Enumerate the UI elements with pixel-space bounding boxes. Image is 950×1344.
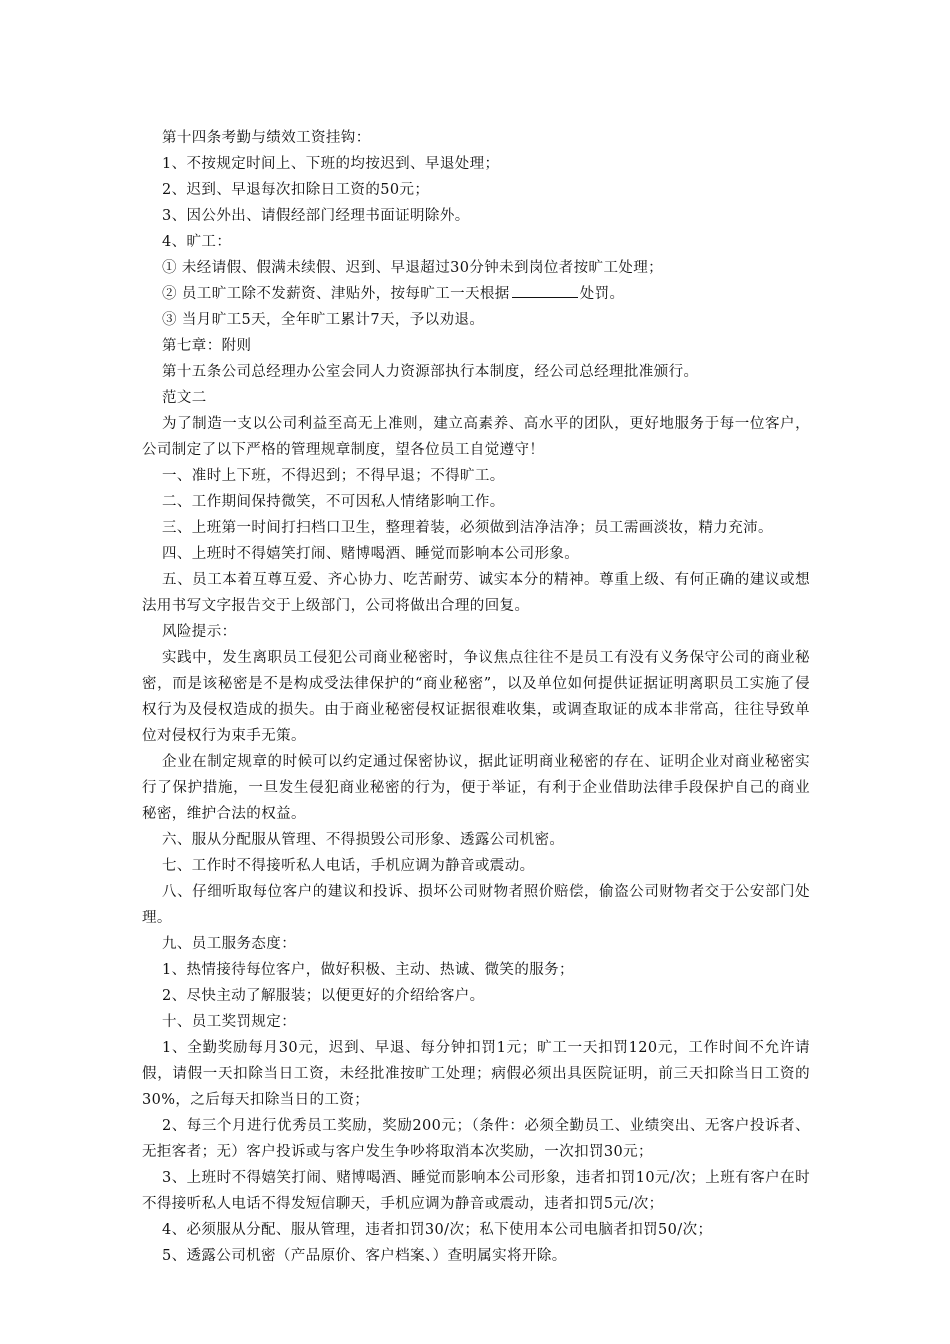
- section-heading: 风险提示：: [162, 624, 237, 640]
- section-heading: 范文二: [162, 390, 207, 406]
- paragraph: 第十四条考勤与绩效工资挂钩：: [162, 130, 371, 146]
- paragraph: 四、上班时不得嬉笑打闹、赌博喝酒、睡觉而影响本公司形象。: [162, 546, 580, 562]
- paragraph: 六、服从分配服从管理、不得损毁公司形象、透露公司机密。: [162, 832, 565, 848]
- document-page: [142, 125, 810, 1269]
- paragraph: 4、必须服从分配、服从管理，违者扣罚30/次；私下使用本公司电脑者扣罚50/次；: [162, 1222, 713, 1238]
- paragraph-with-blank: [142, 281, 810, 307]
- fill-in-blank: [512, 283, 578, 298]
- blank-line-before-text: ② 员工旷工除不发薪资、津贴外，按每旷工一天根据: [162, 286, 510, 302]
- paragraph: 十、员工奖罚规定：: [162, 1014, 297, 1030]
- paragraph: 八、仔细听取每位客户的建议和投诉、损坏公司财物者照价赔偿，偷盗公司财物者交于公安部门处理。: [142, 884, 810, 926]
- paragraph: 五、员工本着互尊互爱、齐心协力、吃苦耐劳、诚实本分的精神。尊重上级、有何正确的建议或想法用书写文字报告交于上级部门，公司将做出合理的回复。: [142, 572, 810, 614]
- paragraph: 第十五条公司总经理办公室会同人力资源部执行本制度，经公司总经理批准颁行。: [162, 364, 699, 380]
- paragraph: 一、准时上下班，不得迟到；不得早退；不得旷工。: [162, 468, 505, 484]
- paragraph: ③ 当月旷工5天，全年旷工累计7天，予以劝退。: [162, 312, 485, 328]
- paragraph: 为了制造一支以公司利益至高无上准则，建立高素养、高水平的团队，更好地服务于每一位客户，公司制定了以下严格的管理规章制度，望各位员工自觉遵守！: [142, 416, 810, 458]
- paragraph: 3、因公外出、请假经部门经理书面证明除外。: [162, 208, 470, 224]
- paragraph: 三、上班第一时间打扫档口卫生，整理着装，必须做到洁净洁净；员工需画淡妆，精力充沛。: [162, 520, 773, 536]
- paragraph: 5、透露公司机密（产品原价、客户档案、）查明属实将开除。: [162, 1248, 567, 1264]
- paragraph: 实践中，发生离职员工侵犯公司商业秘密时，争议焦点往往不是员工有没有义务保守公司的商业秘密，而是该秘密是不是构成受法律保护的“商业秘密”，以及单位如何提供证据证明离职员工实施了侵权行为及侵权造成的损失。由于商业秘密侵权证据很难收集，或调查取证的成本非常高，往往导致单位对侵权行为束手无策。: [142, 650, 810, 744]
- paragraph: ① 未经请假、假满未续假、迟到、早退超过30分钟未到岗位者按旷工处理；: [162, 260, 664, 276]
- paragraph: 九、员工服务态度：: [162, 936, 297, 952]
- paragraph: 1、热情接待每位客户，做好积极、主动、热诚、微笑的服务；: [162, 962, 574, 978]
- paragraph: 1、不按规定时间上、下班的均按迟到、早退处理；: [162, 156, 500, 172]
- paragraph: 七、工作时不得接听私人电话，手机应调为静音或震动。: [162, 858, 535, 874]
- paragraph: 3、上班时不得嬉笑打闹、赌博喝酒、睡觉而影响本公司形象，违者扣罚10元/次；上班有客户在时不得接听私人电话不得发短信聊天，手机应调为静音或震动，违者扣罚5元/次；: [142, 1170, 810, 1212]
- paragraph: 2、每三个月进行优秀员工奖励，奖励200元；（条件：必须全勤员工、业绩突出、无客户投诉者、无拒客者；无）客户投诉或与客户发生争吵将取消本次奖励，一次扣罚30元；: [142, 1118, 810, 1160]
- section-heading: 第七章：附则: [162, 338, 252, 354]
- blank-line-after-text: 处罚。: [579, 286, 625, 302]
- paragraph: 4、旷工：: [162, 234, 232, 250]
- paragraph: 二、工作期间保持微笑，不可因私人情绪影响工作。: [162, 494, 505, 510]
- paragraph: 2、迟到、早退每次扣除日工资的50元；: [162, 182, 430, 198]
- paragraph: 企业在制定规章的时候可以约定通过保密协议，据此证明商业秘密的存在、证明企业对商业秘密实行了保护措施，一旦发生侵犯商业秘密的行为，便于举证，有利于企业借助法律手段保护自己的商业秘密，维护合法的权益。: [142, 754, 810, 822]
- paragraph: 1、全勤奖励每月30元，迟到、早退、每分钟扣罚1元；旷工一天扣罚120元，工作时间不允许请假，请假一天扣除当日工资，未经批准按旷工处理；病假必须出具医院证明，前三天扣除当日工资的30%，之后每天扣除当日的工资；: [142, 1040, 810, 1108]
- paragraph: 2、尽快主动了解服装；以便更好的介绍给客户。: [162, 988, 485, 1004]
